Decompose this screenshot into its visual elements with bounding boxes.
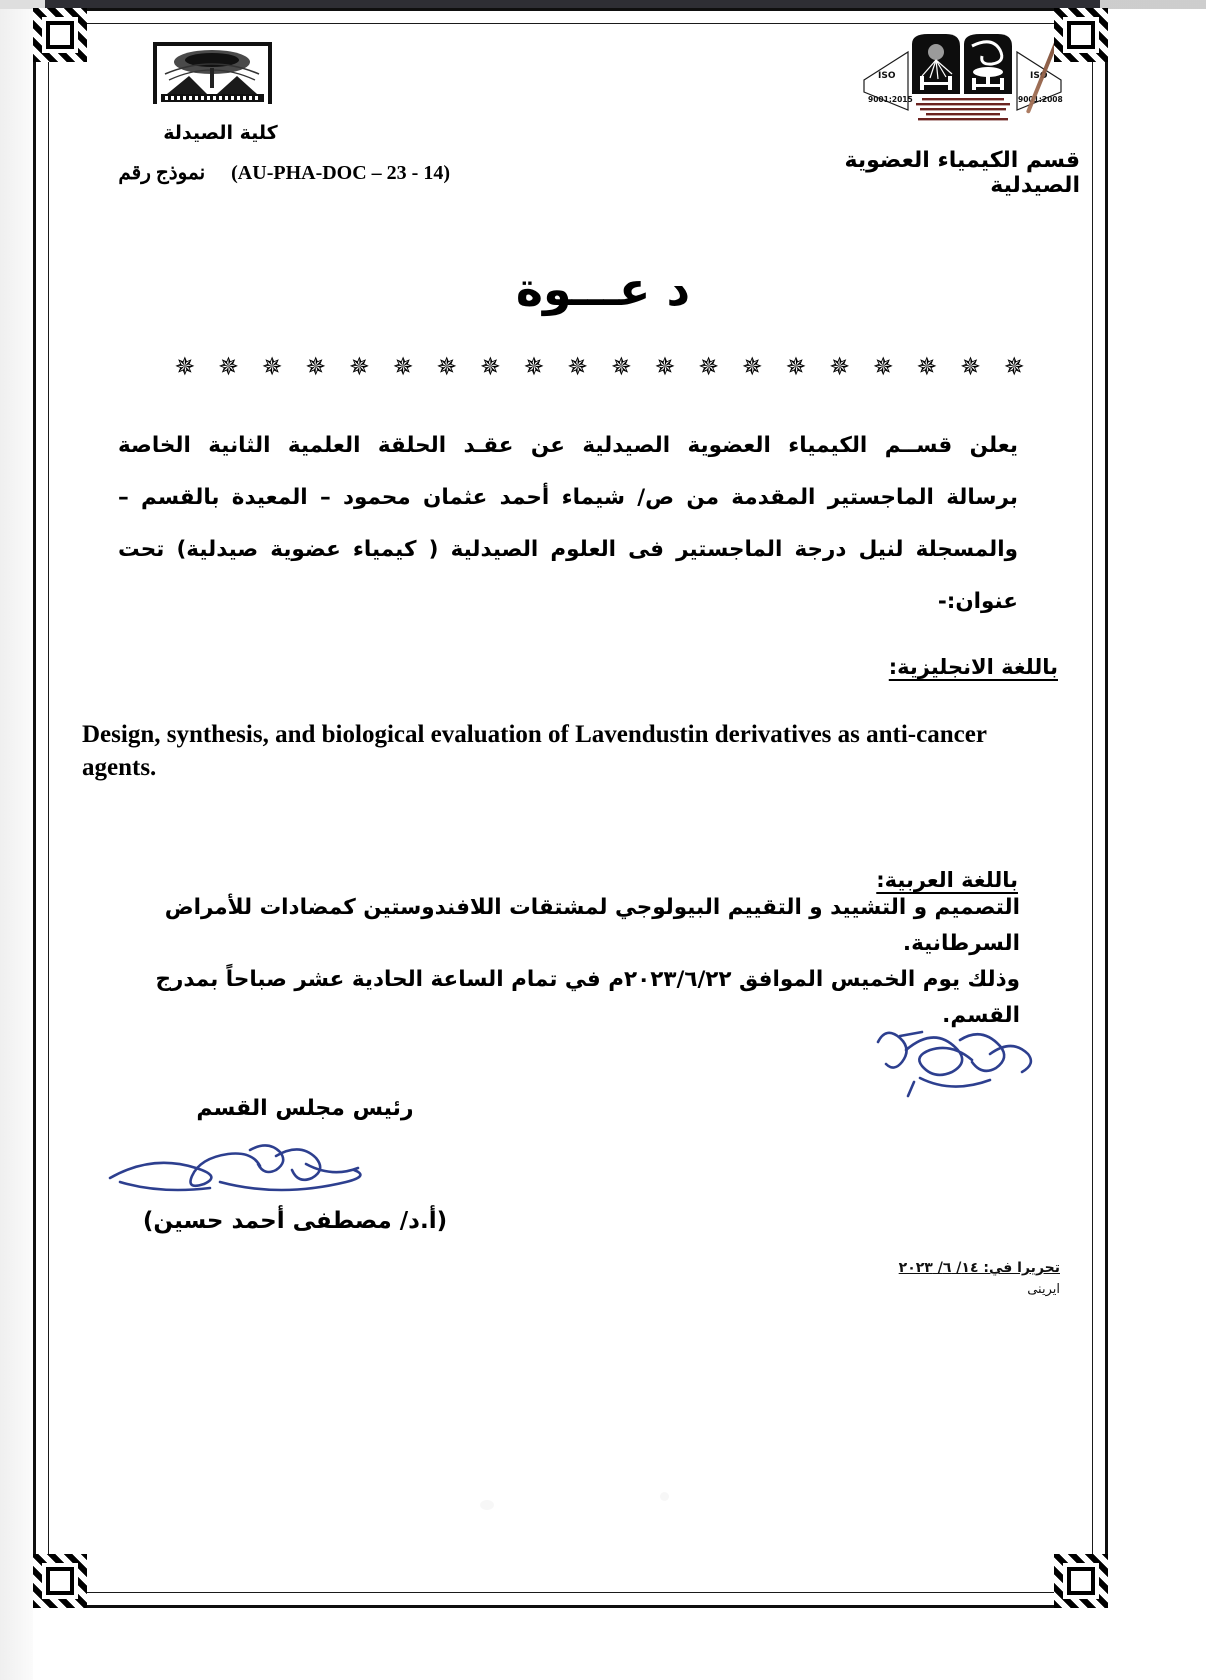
written-on-sublabel: ايرينى xyxy=(1027,1282,1060,1297)
ornament-corner-top-left xyxy=(33,8,87,62)
ornament-corner-top-right xyxy=(1054,8,1108,62)
scan-smudge xyxy=(660,1492,669,1501)
paragraph-line: برسالة الماجستير المقدمة من ص/ شيماء أحمد عثمان محمود – المعيدة بالقسم – xyxy=(118,485,1018,510)
document-header xyxy=(60,30,1080,205)
signature-name: (أ.د/ مصطفى أحمد حسين) xyxy=(142,1208,448,1234)
english-language-heading: باللغة الانجليزية: xyxy=(888,655,1058,679)
iso-certification-seal xyxy=(860,32,1065,137)
scan-smudge xyxy=(480,1500,494,1510)
ornament-corner-bottom-left xyxy=(33,1554,87,1608)
svg-text:9001:2008: 9001:2008 xyxy=(1018,95,1063,104)
paragraph-line: عنوان:- xyxy=(937,589,1018,614)
arabic-language-heading: باللغة العربية: xyxy=(876,868,1018,892)
thesis-title-arabic: التصميم و التشييد و التقييم البيولوجي لمشتقات اللافندوستين كمضادات للأمراض السرطانية. xyxy=(164,895,1020,956)
seminar-datetime: وذلك يوم الخميس الموافق ٢٠٢٣/٦/٢٢م في تمام الساعة الحادية عشر صباحاً بمدرج القسم. xyxy=(155,967,1020,1028)
assiut-university-logo xyxy=(145,38,280,110)
form-code: (AU-PHA-DOC – 23 - 14) xyxy=(231,162,450,184)
thesis-title-english: Design, synthesis, and biological evaluation of Lavendustin derivatives as anti-cancer agents. xyxy=(82,721,987,781)
faculty-name: كلية الصيدلة xyxy=(163,122,278,144)
announcement-paragraph xyxy=(118,420,1018,628)
page-title: د عـــوة xyxy=(515,262,691,316)
signature-role: رئيس مجلس القسم xyxy=(196,1096,414,1121)
form-label: نموذج رقم xyxy=(118,162,206,184)
ornament-corner-bottom-right xyxy=(1054,1554,1108,1608)
page-border-frame xyxy=(33,8,1108,1608)
svg-text:9001:2015: 9001:2015 xyxy=(868,95,913,104)
form-number xyxy=(70,160,450,185)
written-on-date: تحريرا في: ١٤/ ٦/ ٢٠٢٣ xyxy=(898,1260,1060,1276)
scan-left-edge xyxy=(0,0,33,1680)
svg-text:ISO: ISO xyxy=(1030,71,1048,81)
paragraph-line: والمسجلة لنيل درجة الماجستير فى العلوم الصيدلية ( كيمياء عضوية صيدلية) تحت xyxy=(118,537,1018,562)
paragraph-line: يعلن قســم الكيمياء العضوية الصيدلية عن عقـد الحلقة العلمية الثانية الخاصة xyxy=(118,433,1018,458)
star-separator: ✵ ✵ ✵ ✵ ✵ ✵ ✵ ✵ ✵ ✵ ✵ ✵ ✵ ✵ ✵ ✵ ✵ ✵ ✵ ✵ xyxy=(174,352,1032,381)
svg-text:ISO: ISO xyxy=(878,71,896,81)
department-name: قسم الكيمياء العضوية الصيدلية xyxy=(844,148,1080,198)
